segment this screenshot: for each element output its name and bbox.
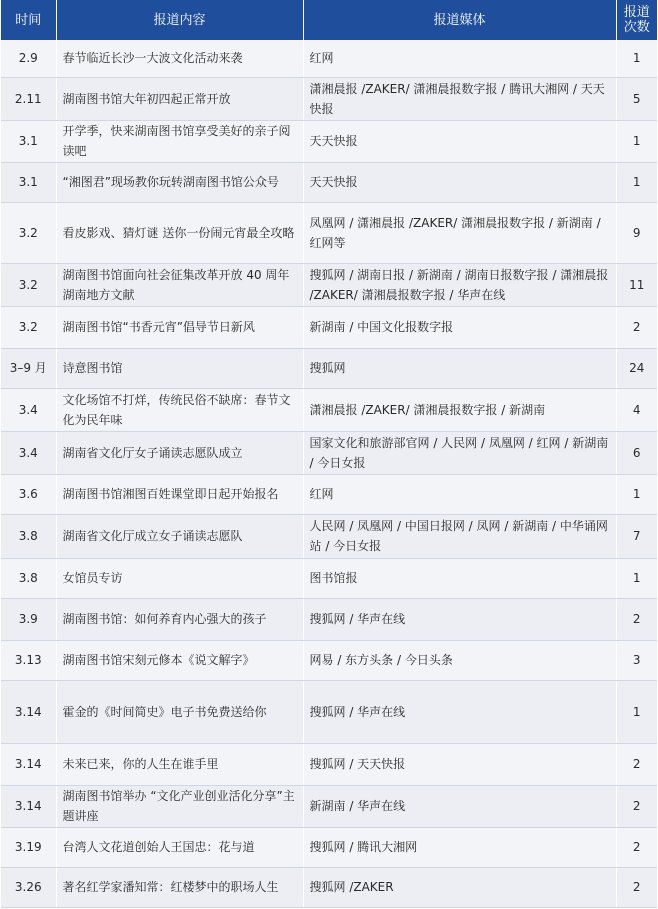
cell-time: 3.2 bbox=[1, 202, 56, 263]
table-row bbox=[1, 120, 657, 162]
cell-media: 搜狐网 /ZAKER bbox=[303, 867, 616, 907]
cell-count: 2 bbox=[616, 598, 657, 640]
cell-content: 文化场馆不打烊，传统民俗不缺席：春节文化为民年味 bbox=[56, 388, 303, 431]
cell-content: “湘图君”现场教你玩转湖南图书馆公众号 bbox=[56, 162, 303, 202]
header-time: 时间 bbox=[1, 0, 56, 40]
cell-count: 9 bbox=[616, 202, 657, 263]
cell-count: 2 bbox=[616, 827, 657, 867]
header-count bbox=[616, 0, 657, 40]
cell-time: 2.11 bbox=[1, 77, 56, 120]
header-row bbox=[1, 0, 657, 40]
table-row bbox=[1, 77, 657, 120]
cell-time: 3.13 bbox=[1, 640, 56, 680]
table-row bbox=[1, 306, 657, 348]
cell-content: 湖南图书馆面向社会征集改革开放 40 周年湖南地方文献 bbox=[56, 263, 303, 306]
cell-count: 2 bbox=[616, 743, 657, 785]
table-row bbox=[1, 827, 657, 867]
cell-content: 湖南图书馆湘图百姓课堂即日起开始报名 bbox=[56, 474, 303, 514]
cell-time: 3–9 月 bbox=[1, 348, 56, 388]
cell-time: 2.9 bbox=[1, 40, 56, 77]
cell-media: 人民网 / 凤凰网 / 中国日报网 / 凤网 / 新湖南 / 中华诵网站 / 今日女报 bbox=[303, 514, 616, 558]
cell-time: 3.9 bbox=[1, 598, 56, 640]
table-row bbox=[1, 162, 657, 202]
table-row bbox=[1, 388, 657, 431]
cell-media: 天天快报 bbox=[303, 162, 616, 202]
table-body bbox=[1, 40, 657, 907]
cell-time: 3.1 bbox=[1, 120, 56, 162]
cell-count: 2 bbox=[616, 306, 657, 348]
cell-media: 搜狐网 bbox=[303, 348, 616, 388]
table-row bbox=[1, 431, 657, 474]
cell-count: 11 bbox=[616, 263, 657, 306]
cell-content: 诗意图书馆 bbox=[56, 348, 303, 388]
cell-content: 湖南图书馆宋刻元修本《说文解字》 bbox=[56, 640, 303, 680]
cell-count: 6 bbox=[616, 431, 657, 474]
cell-media: 网易 / 东方头条 / 今日头条 bbox=[303, 640, 616, 680]
table-row bbox=[1, 743, 657, 785]
cell-time: 3.2 bbox=[1, 263, 56, 306]
table-row bbox=[1, 40, 657, 77]
cell-count: 1 bbox=[616, 162, 657, 202]
cell-media: 国家文化和旅游部官网 / 人民网 / 凤凰网 / 红网 / 新湖南 / 今日女报 bbox=[303, 431, 616, 474]
cell-time: 3.8 bbox=[1, 558, 56, 598]
cell-content: 湖南省文化厅女子诵读志愿队成立 bbox=[56, 431, 303, 474]
cell-content: 湖南图书馆：如何养育内心强大的孩子 bbox=[56, 598, 303, 640]
cell-media: 搜狐网 / 华声在线 bbox=[303, 680, 616, 743]
cell-count: 24 bbox=[616, 348, 657, 388]
cell-time: 3.8 bbox=[1, 514, 56, 558]
cell-time: 3.2 bbox=[1, 306, 56, 348]
cell-time: 3.14 bbox=[1, 743, 56, 785]
cell-count: 5 bbox=[616, 77, 657, 120]
cell-count: 1 bbox=[616, 474, 657, 514]
cell-content: 春节临近长沙一大波文化活动来袭 bbox=[56, 40, 303, 77]
cell-media: 天天快报 bbox=[303, 120, 616, 162]
cell-content: 湖南图书馆大年初四起正常开放 bbox=[56, 77, 303, 120]
cell-content: 湖南图书馆举办 “文化产业创业活化分享”主题讲座 bbox=[56, 785, 303, 827]
cell-count: 1 bbox=[616, 40, 657, 77]
cell-content: 女馆员专访 bbox=[56, 558, 303, 598]
cell-media: 搜狐网 / 腾讯大湘网 bbox=[303, 827, 616, 867]
cell-media: 搜狐网 / 湖南日报 / 新湖南 / 湖南日报数字报 / 潇湘晨报 /ZAKER/ 潇湘晨报数字报 / 华声在线 bbox=[303, 263, 616, 306]
table-row bbox=[1, 680, 657, 743]
cell-count: 2 bbox=[616, 867, 657, 907]
cell-content: 未来已来，你的人生在谁手里 bbox=[56, 743, 303, 785]
cell-time: 3.4 bbox=[1, 388, 56, 431]
cell-time: 3.1 bbox=[1, 162, 56, 202]
cell-time: 3.26 bbox=[1, 867, 56, 907]
cell-time: 3.14 bbox=[1, 785, 56, 827]
table-row bbox=[1, 263, 657, 306]
cell-media: 新湖南 / 华声在线 bbox=[303, 785, 616, 827]
cell-count: 1 bbox=[616, 558, 657, 598]
cell-media: 图书馆报 bbox=[303, 558, 616, 598]
cell-media: 搜狐网 / 天天快报 bbox=[303, 743, 616, 785]
table-row bbox=[1, 867, 657, 907]
cell-content: 湖南省文化厅成立女子诵读志愿队 bbox=[56, 514, 303, 558]
table-row bbox=[1, 514, 657, 558]
table-row bbox=[1, 348, 657, 388]
cell-media: 搜狐网 / 华声在线 bbox=[303, 598, 616, 640]
cell-content: 开学季，快来湖南图书馆享受美好的亲子阅读吧 bbox=[56, 120, 303, 162]
table-row bbox=[1, 558, 657, 598]
cell-content: 台湾人文花道创始人王国忠：花与道 bbox=[56, 827, 303, 867]
media-report-table bbox=[1, 0, 657, 908]
header-count-line1: 报道 bbox=[623, 5, 650, 20]
cell-media: 潇湘晨报 /ZAKER/ 潇湘晨报数字报 / 新湖南 bbox=[303, 388, 616, 431]
cell-count: 2 bbox=[616, 785, 657, 827]
cell-media: 新湖南 / 中国文化报数字报 bbox=[303, 306, 616, 348]
table-row bbox=[1, 202, 657, 263]
cell-time: 3.19 bbox=[1, 827, 56, 867]
cell-count: 7 bbox=[616, 514, 657, 558]
cell-content: 霍金的《时间简史》电子书免费送给你 bbox=[56, 680, 303, 743]
table-row bbox=[1, 785, 657, 827]
table-row bbox=[1, 598, 657, 640]
table-row bbox=[1, 474, 657, 514]
table-header bbox=[1, 0, 657, 40]
cell-time: 3.6 bbox=[1, 474, 56, 514]
cell-media: 红网 bbox=[303, 474, 616, 514]
cell-time: 3.14 bbox=[1, 680, 56, 743]
cell-count: 3 bbox=[616, 640, 657, 680]
cell-count: 1 bbox=[616, 120, 657, 162]
cell-media: 红网 bbox=[303, 40, 616, 77]
cell-content: 著名红学家潘知常：红楼梦中的职场人生 bbox=[56, 867, 303, 907]
cell-content: 看皮影戏、猜灯谜 送你一份闹元宵最全攻略 bbox=[56, 202, 303, 263]
cell-count: 4 bbox=[616, 388, 657, 431]
table-row bbox=[1, 640, 657, 680]
cell-media: 潇湘晨报 /ZAKER/ 潇湘晨报数字报 / 腾讯大湘网 / 天天快报 bbox=[303, 77, 616, 120]
cell-count: 1 bbox=[616, 680, 657, 743]
cell-media: 凤凰网 / 潇湘晨报 /ZAKER/ 潇湘晨报数字报 / 新湖南 / 红网等 bbox=[303, 202, 616, 263]
cell-time: 3.4 bbox=[1, 431, 56, 474]
header-content: 报道内容 bbox=[56, 0, 303, 40]
cell-content: 湖南图书馆“书香元宵”倡导节日新风 bbox=[56, 306, 303, 348]
header-count-line2: 次数 bbox=[623, 20, 650, 35]
header-media: 报道媒体 bbox=[303, 0, 616, 40]
